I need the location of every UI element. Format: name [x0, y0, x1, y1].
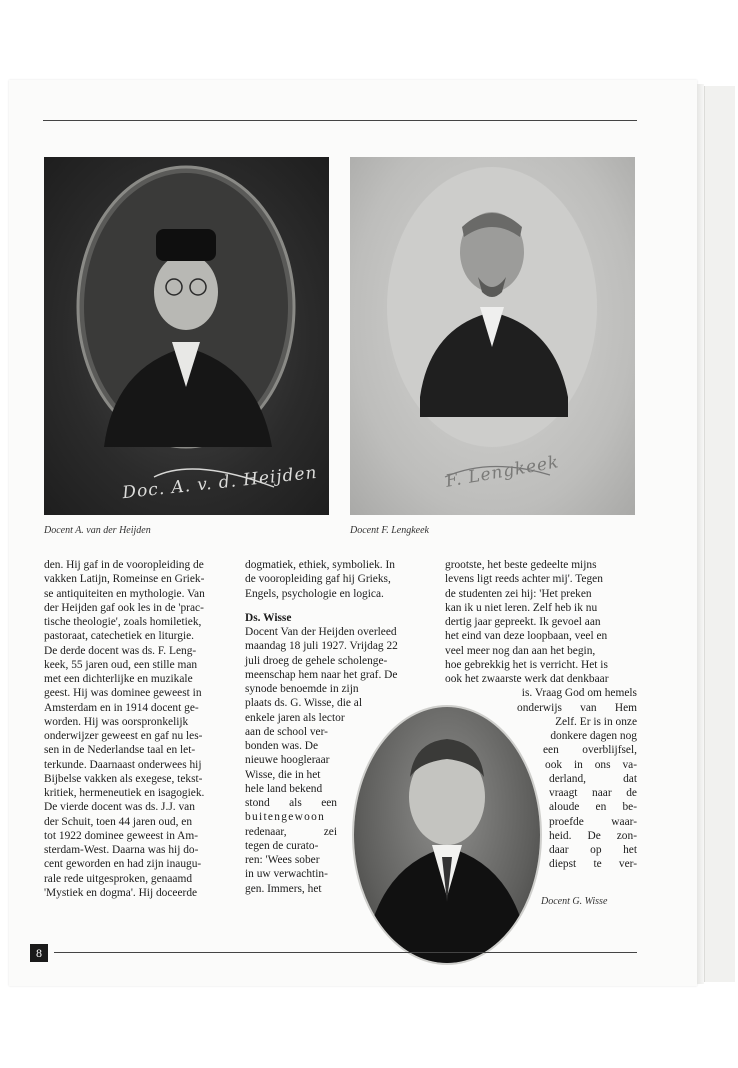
text-line: redenaar, zei: [245, 825, 337, 838]
text-line: bonden was. De: [245, 740, 319, 752]
text-line: der Heijden gaf ook les in de 'prac-: [44, 601, 204, 614]
text-line: ren: 'Wees sober: [245, 854, 320, 866]
text-line: kan ik u niet leren. Zelf heb ik nu: [445, 601, 598, 614]
text-line: derland, dat: [549, 772, 637, 785]
text-line: proefde waar-: [549, 815, 637, 828]
text-line: sterdam-West. Daarna was hij do-: [44, 844, 199, 856]
text-line: enkele jaren als lector: [245, 711, 345, 724]
text-line: met een dichterlijke en muzikale: [44, 673, 193, 685]
text-line: pastoraat, catechetiek en liturgie.: [44, 630, 195, 643]
header-rule: [43, 120, 637, 121]
text-line: Docent Van der Heijden overleed: [245, 626, 397, 638]
photo-lengkeek: [350, 157, 635, 515]
text-line: dogmatiek, ethiek, symboliek. In: [245, 559, 395, 571]
text-line: der Schuit, toen 44 jaren oud, en: [44, 815, 193, 828]
text-line: cent geworden en had zijn inaugu-: [44, 858, 202, 871]
section-heading: Ds. Wisse: [245, 611, 292, 624]
text-line: Zelf. Er is in onze: [555, 715, 637, 728]
text-line: gen. Immers, het: [245, 882, 322, 895]
text-line: hele land bekend: [245, 782, 323, 795]
page-number: 8: [30, 944, 48, 962]
article-column-1: [44, 558, 236, 900]
text-line: maandag 18 juli 1927. Vrijdag 22: [245, 640, 398, 653]
heijden-signature: Doc. A. v. d. Heijden: [121, 462, 319, 504]
text-line: buitengewoon: [245, 811, 326, 824]
caption-wisse: Docent G. Wisse: [541, 896, 608, 907]
text-line: onderwijs van Hem: [517, 701, 637, 714]
text-line: heid. De zon-: [549, 829, 637, 842]
text-line: grootste, het beste gedeelte mijns: [445, 559, 597, 571]
text-line: levens ligt reeds achter mij'. Tegen: [445, 573, 603, 586]
text-line: tische theologie', zoals homiletiek,: [44, 616, 202, 628]
text-line: de studenten zei hij: 'Het preken: [445, 587, 592, 600]
text-line: Bijbelse vakken als exegese, tekst-: [44, 772, 203, 785]
text-line: in uw verwachtin-: [245, 868, 328, 881]
text-line: sen in de Nederlandse taal en let-: [44, 744, 196, 757]
text-line: meenschap hem naar het graf. De: [245, 668, 398, 681]
text-line: De derde docent was ds. F. Leng-: [44, 644, 197, 657]
text-line: den. Hij gaf in de vooropleiding de: [44, 559, 204, 571]
photo-van-der-heijden: [44, 157, 329, 515]
text-line: vakken Latijn, Romeinse en Griek-: [44, 573, 205, 586]
text-line: een overblijfsel,: [543, 744, 637, 757]
text-line: terkunde. Daarnaast onderwees hij: [44, 758, 202, 771]
text-line: aloude en be-: [549, 801, 637, 814]
text-line: ook het zwaarste werk dat denkbaar: [445, 673, 609, 685]
text-line: keek, 55 jaren oud, een stille man: [44, 658, 198, 671]
text-line: De vierde docent was ds. J.J. van: [44, 801, 195, 814]
text-line: aan de school ver-: [245, 725, 328, 738]
caption-lengkeek: Docent F. Lengkeek: [350, 525, 429, 536]
page-spine-shadow: [697, 84, 704, 984]
text-line: tot 1922 dominee geweest in Am-: [44, 829, 199, 842]
text-line: diepst te ver-: [549, 858, 637, 871]
text-line: Amsterdam en in 1914 docent ge-: [44, 701, 199, 714]
text-line: se antiquiteiten en mythologie. Van: [44, 587, 205, 600]
footer-rule: [54, 952, 637, 953]
text-line: worden. Hij was oorspronkelijk: [44, 715, 189, 728]
text-line: kritiek, hermeneutiek en isagogiek.: [44, 787, 205, 799]
text-line: stond als een: [245, 797, 337, 809]
text-line: onderwijzer geweest en gaf nu les-: [44, 730, 203, 742]
text-line: dertig jaar gepreekt. Ik gevoel aan: [445, 616, 601, 628]
text-line: Engels, psychologie en logica.: [245, 587, 384, 600]
text-line: donkere dagen nog: [550, 730, 637, 742]
next-page-edge: [704, 86, 735, 982]
text-line: het eind van deze loopbaan, veel en: [445, 630, 608, 643]
text-line: synode benoemde in zijn: [245, 683, 359, 695]
text-line: is. Vraag God om hemels: [521, 687, 637, 700]
text-line: nieuwe hoogleraar: [245, 754, 330, 767]
text-line: veel meer nog dan aan het begin,: [445, 644, 596, 657]
text-line: plaats ds. G. Wisse, die al: [245, 697, 363, 710]
text-line: geest. Hij was dominee geweest in: [44, 687, 202, 700]
text-line: Wisse, die in het: [245, 768, 321, 781]
text-line: rale rede uitgesproken, genaamd: [44, 872, 193, 885]
text-line: ook in ons va-: [545, 758, 637, 771]
text-line: hoe gebrekkig het is verricht. Het is: [445, 658, 608, 671]
text-line: de vooropleiding gaf hij Grieks,: [245, 573, 391, 586]
lengkeek-signature: F. Lengkeek: [444, 452, 561, 492]
photo-wisse: [354, 707, 540, 963]
caption-heijden: Docent A. van der Heijden: [44, 525, 151, 536]
text-line: juli droeg de gehele scholenge-: [245, 654, 388, 667]
text-line: vraagt naar de: [549, 787, 637, 799]
text-line: tegen de curato-: [245, 839, 319, 852]
text-line: daar op het: [549, 844, 637, 856]
text-line: 'Mystiek en dogma'. Hij doceerde: [44, 886, 198, 899]
